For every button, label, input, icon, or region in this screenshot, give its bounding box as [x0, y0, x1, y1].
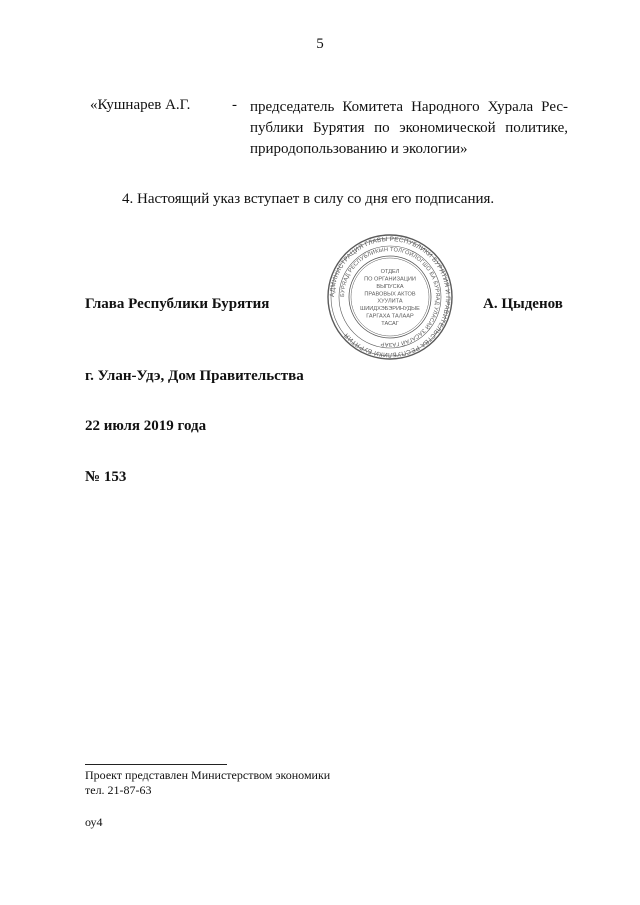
seal-center-text: ПРАВОВЫХ АКТОВ [364, 291, 416, 298]
seal-outer-text: АДМИНИСТРАЦИЯ ГЛАВЫ РЕСПУБЛИКИ БУРЯТИЯ И ПРАВИТЕЛЬСТВА РЕСПУБЛИКИ БУРЯТИЯ [328, 235, 452, 359]
document-code: оу4 [85, 815, 103, 829]
member-role-line: природопользованию и экологии» [250, 141, 468, 157]
footer-line: тел. 21-87-63 [85, 783, 152, 797]
signing-date: 22 июля 2019 года [85, 418, 207, 434]
signing-place: г. Улан-Удэ, Дом Правительства [85, 368, 304, 384]
seal-inner-text: БУРЯАД РЕСПУБЛИКЫН ТОЛГОЙЛОГШО БА БУРЯАД УЛАСАЙ ЗАСАГАЙ ГАЗАР [339, 246, 441, 348]
seal-center-text: ОТДЕЛ [380, 269, 400, 276]
page-number: 5 [316, 36, 324, 52]
member-dash: - [232, 97, 237, 113]
decree-number: № 153 [85, 469, 127, 485]
seal-center-text: ВЫПУСКА [376, 283, 404, 290]
signature-name: А. Цыденов [483, 296, 563, 312]
seal-center-text: ГАРГАХА ТАЛААР [366, 313, 414, 320]
footer-line: Проект представлен Министерством экономики [85, 768, 331, 782]
official-seal [325, 232, 455, 362]
member-role [250, 97, 568, 160]
decree-clause: 4. Настоящий указ вступает в силу со дня его подписания. [122, 191, 495, 207]
member-name: «Кушнарев А.Г. [90, 97, 191, 113]
member-role-line: председатель Комитета Народного Хурала Рес- [250, 99, 568, 115]
seal-center-text: ШИИДХЭБЭРИНУДЫЕ [360, 306, 420, 313]
seal-center-text: ХУУЛИТА [377, 298, 403, 305]
seal-center-text: ПО ОРГАНИЗАЦИИ [364, 276, 416, 283]
footer-divider [85, 764, 227, 765]
signature-title: Глава Республики Бурятия [85, 296, 270, 312]
member-role-line: публики Бурятия по экономической политике, [250, 120, 568, 136]
seal-center-text: ТАСАГ [381, 320, 399, 327]
